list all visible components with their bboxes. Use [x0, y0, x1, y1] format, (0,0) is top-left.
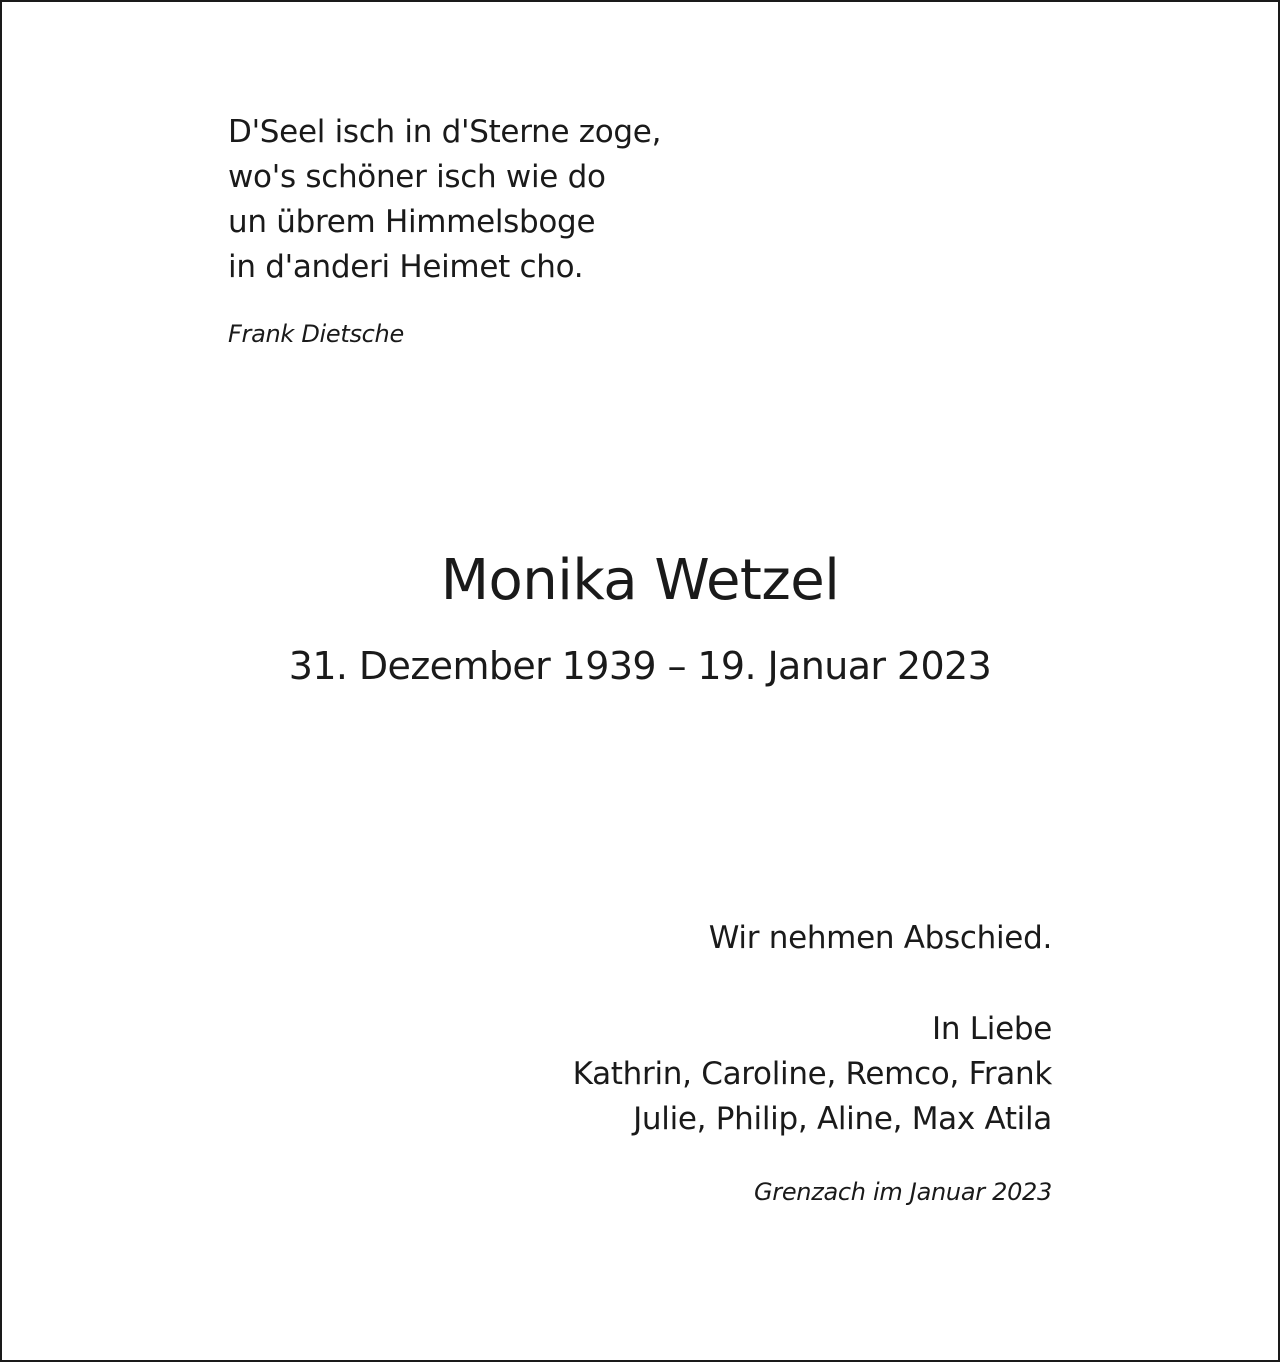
poem-line: in d'anderi Heimet cho.	[228, 249, 584, 285]
place-date: Grenzach im Januar 2023	[753, 1178, 1052, 1206]
poem-line: wo's schöner isch wie do	[228, 159, 606, 195]
life-dates: 31. Dezember 1939 – 19. Januar 2023	[288, 644, 992, 688]
deceased-name: Monika Wetzel	[440, 548, 840, 613]
poem	[228, 110, 828, 290]
mourners-line: Julie, Philip, Aline, Max Atila	[633, 1101, 1052, 1137]
signoff	[573, 1007, 1052, 1142]
poem-line: un übrem Himmelsboge	[228, 204, 596, 240]
poem-line: D'Seel isch in d'Sterne zoge,	[228, 114, 662, 150]
poem-author: Frank Dietsche	[228, 320, 404, 348]
signoff-greeting: In Liebe	[932, 1011, 1052, 1047]
mourners-line: Kathrin, Caroline, Remco, Frank	[572, 1056, 1052, 1092]
farewell-text: Wir nehmen Abschied.	[708, 920, 1052, 956]
